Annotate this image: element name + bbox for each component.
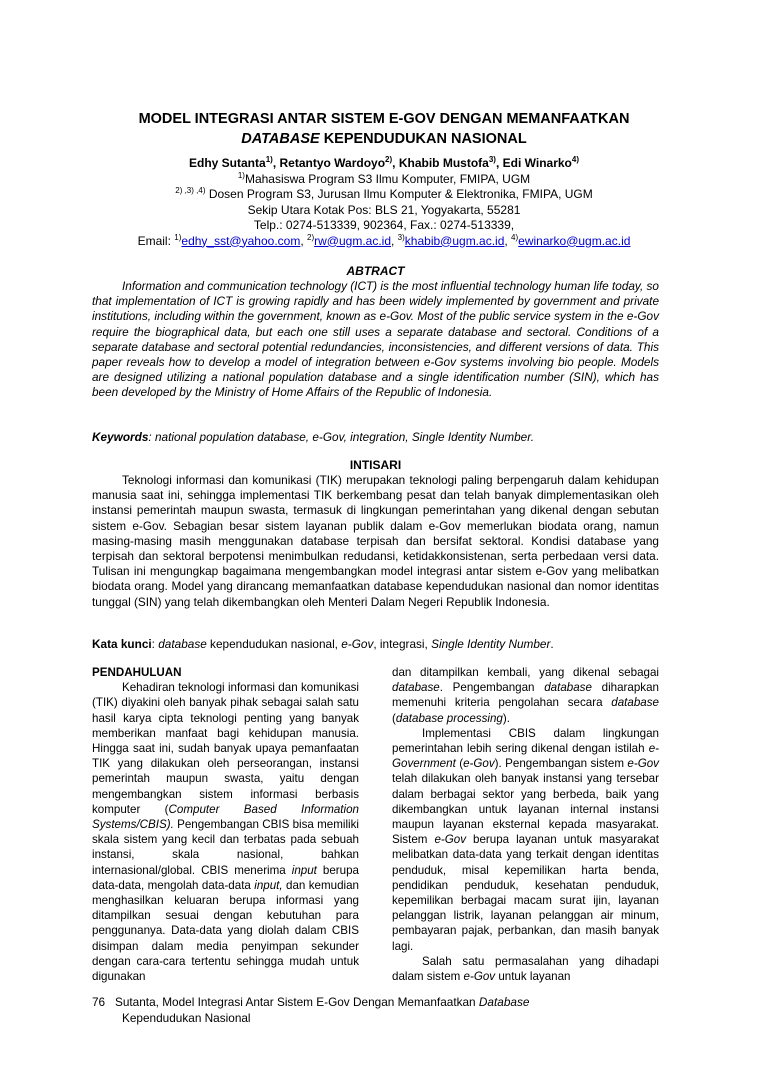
kk-1: database xyxy=(158,637,207,651)
rp1-a: dan ditampilkan kembali, yang dikenal sebagai xyxy=(392,666,659,679)
author-1-sup: 1) xyxy=(265,155,273,164)
email-line: Email: $^{1)}$edhy_sst@yahoo.com, $^{2)}$rw@ugm.ac.id, $^{3)}$khabib@ugm.ac.id, $^{4)}$ewinarko@ugm.ac.id xyxy=(137,232,631,248)
keywords-text: : national population database, e-Gov, integration, Single Identity Number. xyxy=(148,430,534,444)
footer-line-1 xyxy=(92,994,692,1010)
rp1-f: database xyxy=(611,696,659,710)
rp2-c: ( xyxy=(455,757,464,771)
author-3: Khabib Mustofa xyxy=(398,156,489,170)
kk-5: Single Identity Number xyxy=(431,637,551,651)
rp1-h: database processing xyxy=(395,711,503,725)
rp3-a: Salah satu permasalahan yang dihadapi dalam sistem xyxy=(392,954,659,984)
author-names: Edhy Sutanta$^{1)}$, Retantyo Wardoyo$^{2)}$, Khabib Mustofa$^{3)}$, Edi Winarko$^{4)}$ xyxy=(189,155,579,170)
rp2-e: ). Pengembangan sistem xyxy=(494,757,628,771)
abstract-text: Information and communication technology (ICT) is the most influential technology human life today, so that implementation of ICT is growing rapidly and has been widely implemented by government and private institutions, including within the government, known as e-Gov. Most of the public service system in the e-Gov require the biographical data, but each one still uses a separate database and sectoral. Conditions of a separate database and sectoral potential redundancies, inconsistencies, and different versions of data. This paper reveals how to develop a model of integration between e-Gov systems involving bio people. Models are designed utilizing a national population database and a single identification number (SIN), which has been developed by the Ministry of Home Affairs of the Republic of Indonesia. xyxy=(92,279,659,400)
affiliation-1 xyxy=(60,172,708,188)
affiliation-2-text: Dosen Program S3, Jurusan Ilmu Komputer & Elektronika, FMIPA, UGM xyxy=(205,187,593,201)
kata-kunci-line xyxy=(92,637,659,651)
kk-2: kependudukan nasional, xyxy=(206,637,342,651)
author-2: Retantyo Wardoyo xyxy=(279,156,386,170)
email-2-sup: 2) xyxy=(307,232,315,242)
paper-title xyxy=(60,109,708,149)
address: Sekip Utara Kotak Pos: BLS 21, Yogyakarta, 55281 xyxy=(247,202,521,217)
lp1-e: berupa data-data, mengolah data-data xyxy=(92,863,359,892)
kata-kunci-label: Kata kunci xyxy=(92,637,152,651)
lp1-a: Kehadiran teknologi informasi dan komunikasi (TIK) diyakini oleh banyak pihak sebagai salah satu hasil karya cipta teknologi penting yang banyak memberikan manfaat bagi kehidupan manusia. Hingga saat ini, sudah banyak upaya pemanfaatan TIK yang dilakukan oleh perseorangan, instansi pemerintah maupun swasta, yaitu dengan mengembangkan sistem informasi berbasis komputer ( xyxy=(92,681,359,816)
page-footer xyxy=(92,994,692,1026)
author-1: Edhy Sutanta xyxy=(189,156,266,170)
rp1-c: . Pengembangan xyxy=(439,681,545,695)
email-1-sup: 1) xyxy=(174,232,182,242)
rp2-a: Implementasi CBIS dalam lingkungan pemerintahan lebih sering dikenal dengan istilah xyxy=(392,726,659,756)
author-block xyxy=(60,156,708,249)
keywords-line xyxy=(92,430,659,444)
right-column xyxy=(392,665,659,984)
affiliation-1-text: Mahasiswa Program S3 Ilmu Komputer, FMIPA, UGM xyxy=(244,171,531,186)
right-paragraph-1 xyxy=(392,665,659,726)
email-4-sup: 4) xyxy=(511,232,519,242)
kk-sep: : xyxy=(151,637,159,651)
affiliation-1-sup: 1) xyxy=(237,170,245,180)
keywords-label: Keywords xyxy=(92,430,149,444)
intisari-text: Teknologi informasi dan komunikasi (TIK) merupakan teknologi paling berpengaruh dalam kehidupan manusia saat ini, sehingga implementasi TIK berkembang pesat dan telah banyak dimplementasikan oleh instansi pemerintah maupun swasta, termasuk di lingkungan pemerintahan yang dikenal dengan sebutan sistem e-Gov. Sebagian besar sistem layanan publik dalam e-Gov memerlukan biodata orang, namun masing-masing masih menggunakan database terpisah dan bersifat sektoral. Kondisi database yang terpisah dan sektoral berpotensi menimbulkan redudansi, ketidakkonsistenan, serta perbedaan versi data. Tulisan ini mengungkap bagaimana mengembangkan model integrasi antar sistem e-Gov yang melibatkan biodata orang. Model yang dirancang memanfaatkan database kependudukan nasional dan nomor identitas tunggal (SIN) yang telah dikembangkan oleh Menteri Dalam Negeri Republik Indonesia. xyxy=(92,473,659,609)
title-line-2 xyxy=(60,129,708,149)
intisari-heading: INTISARI xyxy=(349,458,402,472)
rp1-b: database xyxy=(392,681,440,695)
affiliation-2-sup: 2) ,3) ,4) xyxy=(175,186,206,195)
author-4-sup: 4) xyxy=(571,155,579,164)
kk-4: , integrasi, xyxy=(373,637,432,651)
rp2-d: e-Gov xyxy=(463,757,495,771)
email-link-4[interactable]: ewinarko@ugm.ac.id xyxy=(518,233,631,248)
title-database-italic: DATABASE xyxy=(241,131,320,147)
lp1-b: Computer Based Information Systems/CBIS). xyxy=(92,802,359,832)
email-label: Email: xyxy=(137,233,175,248)
email-link-1[interactable]: edhy_sst@yahoo.com xyxy=(181,233,301,248)
rp2-f: e-Gov xyxy=(627,757,659,771)
kk-6: . xyxy=(550,637,554,651)
rp3-c: untuk layanan xyxy=(495,970,571,984)
rp2-h: e-Gov xyxy=(434,833,467,847)
rp3-b: e-Gov xyxy=(463,970,496,984)
rp2-g: telah dilakukan oleh banyak instansi yang tersebar dalam berbagai sektor yang berbeda, baik yang dikembangkan untuk layanan internal instansi maupun layanan eksternal kepada masyarakat. Sistem xyxy=(392,772,659,847)
footer-line-2: Kependudukan Nasional xyxy=(122,1011,251,1025)
abstract-heading: ABTRACT xyxy=(346,264,405,278)
email-3-sup: 3) xyxy=(397,232,405,242)
left-column xyxy=(92,665,359,984)
kk-3: e-Gov xyxy=(341,637,374,651)
right-paragraph-2 xyxy=(392,726,659,954)
rp1-i: ). xyxy=(502,711,510,725)
right-paragraph-3 xyxy=(392,954,659,984)
title-line-1: MODEL INTEGRASI ANTAR SISTEM E-GOV DENGAN MEMANFAATKAN xyxy=(138,111,630,127)
rp1-d: database xyxy=(544,681,592,695)
affiliation-2 xyxy=(60,187,708,203)
rp2-i: berupa layanan untuk masyarakat melibatkan data-data yang terkait dengan identitas penduduk, misal kepemilikan harta benda, pendidikan penduduk, kesehatan penduduk, kepemilikan berbagai macam surat ijin, layanan pelanggan listrik, layanan pelanggan air minum, pembayaran pajak, perbankan, dan masih banyak lagi. xyxy=(392,833,659,953)
phone-fax: Telp.: 0274-513339, 902364, Fax.: 0274-513339, xyxy=(253,218,515,232)
rp1-e: diharapkan memenuhi kriteria pengolahan secara xyxy=(392,681,659,710)
author-3-sup: 3) xyxy=(488,155,496,164)
page-number: 76 xyxy=(92,995,106,1009)
lp1-f: input, xyxy=(254,878,283,892)
title-line-2-rest: KEPENDUDUKAN NASIONAL xyxy=(319,131,527,147)
rp2-b: e-Government xyxy=(392,742,659,771)
author-2-sup: 2) xyxy=(385,155,393,164)
email-link-2[interactable]: rw@ugm.ac.id xyxy=(314,233,391,248)
section-heading-pendahuluan: PENDAHULUAN xyxy=(92,666,182,679)
author-4: Edi Winarko xyxy=(502,156,572,170)
rp1-g: ( xyxy=(392,711,396,725)
email-link-3[interactable]: khabib@ugm.ac.id xyxy=(404,233,505,248)
lp1-g: dan kemudian menghasilkan keluaran berupa informasi yang ditampilkan sesuai dengan kebutuhan para penggunanya. Data-data yang diolah dalam CBIS disimpan dalam media penyimpan sekunder dengan cara-cara tertentu sehingga mudah untuk digunakan xyxy=(92,878,359,984)
lp1-c: Pengembangan CBIS bisa memiliki skala sistem yang kecil dan terbatas pada sebuah instansi, skala nasional, bahkan internasional/global. CBIS menerima xyxy=(92,818,359,877)
left-paragraph-1 xyxy=(92,680,359,984)
running-head-italic: Database xyxy=(478,995,530,1009)
lp1-d: input xyxy=(291,863,317,877)
running-head: Sutanta, Model Integrasi Antar Sistem E-Gov Dengan Memanfaatkan xyxy=(114,995,479,1009)
